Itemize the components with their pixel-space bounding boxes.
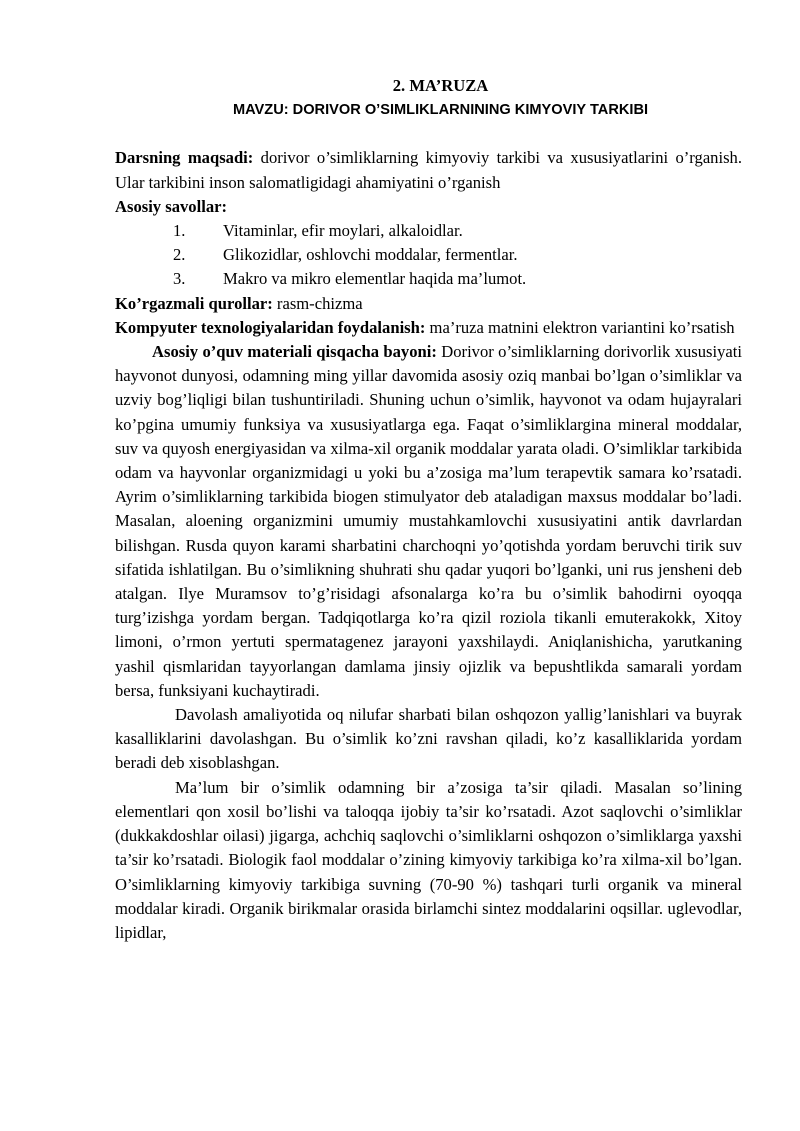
questions-label: Asosiy savollar: xyxy=(115,196,228,216)
body-paragraph: Davolash amaliyotida oq nilufar sharbati bilan oshqozon yallig’lanishlari va buyrak kasalliklarini davolashgan. Bu o’simlik ko’zni ravshan qiladi, ko’z kasalliklarida yordam beradi deb xisoblashgan. xyxy=(115,705,742,773)
computer-label: Kompyuter texnologiyalaridan foydalanish: xyxy=(115,317,426,337)
goal-label: Darsning maqsadi: xyxy=(115,148,254,168)
body-paragraph: Ma’lum bir o’simlik odamning bir a’zosiga ta’sir qiladi. Masalan so’lining elementlari qon xosil bo’lishi va taloqqa ijobiy ta’sir ko’rsatadi. Azot saqlovchi o’simliklar (dukkakdoshlar oilasi) jigarga, achchiq saqlovchi o’simliklarni oshqozon o’simliklarga yaxshi ta’sir ko’rsatadi. Biologik faol moddalar o’zining kimyoviy tarkibiga ko’ra xilma-xil bo’lgan. O’simliklarning kimyoviy tarkibiga suvning (70-90 %) tashqari turli organik va mineral moddalar kiradi. Organik birikmalar orasida birlamchi sintez moddalarini oqsillar. uglevodlar, lipidlar, xyxy=(115,777,742,942)
computer-text: ma’ruza matnini elektron variantini ko’rsatish xyxy=(425,317,735,337)
tools-text: rasm-chizma xyxy=(272,293,363,313)
topic-title: MAVZU: DORIVOR O’SIMLIKLARNINING KIMYOVIY TARKIBI xyxy=(232,102,649,119)
list-item-text: Makro va mikro elementlar haqida ma’lumot. xyxy=(223,269,527,289)
list-item-number: 2. xyxy=(173,245,186,265)
document-page xyxy=(115,74,742,945)
summary-paragraph xyxy=(115,340,742,703)
list-item-number: 1. xyxy=(173,221,186,241)
questions-list xyxy=(115,219,742,292)
list-item-number: 3. xyxy=(173,269,186,289)
list-item-text: Vitaminlar, efir moylari, alkaloidlar. xyxy=(223,221,463,241)
list-item xyxy=(115,267,742,291)
tools-paragraph xyxy=(115,292,742,316)
computer-paragraph xyxy=(115,316,742,340)
list-item xyxy=(115,219,742,243)
summary-label: Asosiy o’quv materiali qisqacha bayoni: xyxy=(152,342,437,362)
lecture-title: 2. MA’RUZA xyxy=(392,76,489,95)
summary-text: Dorivor o’simliklarning dorivorlik xususiyati hayvonot dunyosi, odamning ming yillar davomida asosiy oziq manbai bo’lgan o’simliklar va uzviy bog’liqligi bilan tushuntiriladi. Shuning uchun o’simlik, hayvonot va odam hujayralari ko’pgina umumiy funksiya va xususiyatlarga ega. Faqat o’simliklargina mineral moddalar, suv va quyosh energiyasidan va xilma-xil organik moddalar yarata oladi. O’simliklar tarkibida odam va hayvonlar organizmidagi u yoki bu a’zosiga ma’lum terapevtik samara ko’rsatadi. Ayrim o’simliklarning tarkibida biogen stimulyator deb ataladigan maxsus moddalar bo’ladi. Masalan, aloening organizmini umumiy mustahkamlovchi xususiyatini antik davrlardan bilishgan. Rusda quyon karami sharbatini charchoqni yo’qotishda yordam beruvchi tirik suv sifatida ishlatilgan. Bu o’simlikning shuhrati shu qadar yuqori bo’lganki, uni rus jensheni deb atalgan. Ilye Muramsov to’g’risidagi afsonalarga ko’ra bu o’simlik bahodirni oyoqqa turg’izishga yordam bergan. Tadqiqotlarga ko’ra qizil roziola tikanli emuterakokk, Xitoy limoni, o’rmon yertuti spermatagenez jarayoni yaxshilaydi. Aniqlanishicha, yarutkaning yashil qismlaridan tayyorlangan damlama jinsiy ojizlik va bepushtlikda samarali yordam bersa, funksiyani kuchaytiradi. xyxy=(115,342,742,700)
list-item xyxy=(115,243,742,267)
list-item-text: Glikozidlar, oshlovchi moddalar, fermentlar. xyxy=(223,245,518,265)
tools-label: Ko’rgazmali qurollar: xyxy=(115,293,273,313)
goal-text: dorivor o’simliklarning kimyoviy tarkibi va xususiyatlarini o’rganish. Ular tarkibini inson salomatligidagi ahamiyatini o’rganish xyxy=(115,148,742,192)
goal-paragraph xyxy=(115,146,742,194)
